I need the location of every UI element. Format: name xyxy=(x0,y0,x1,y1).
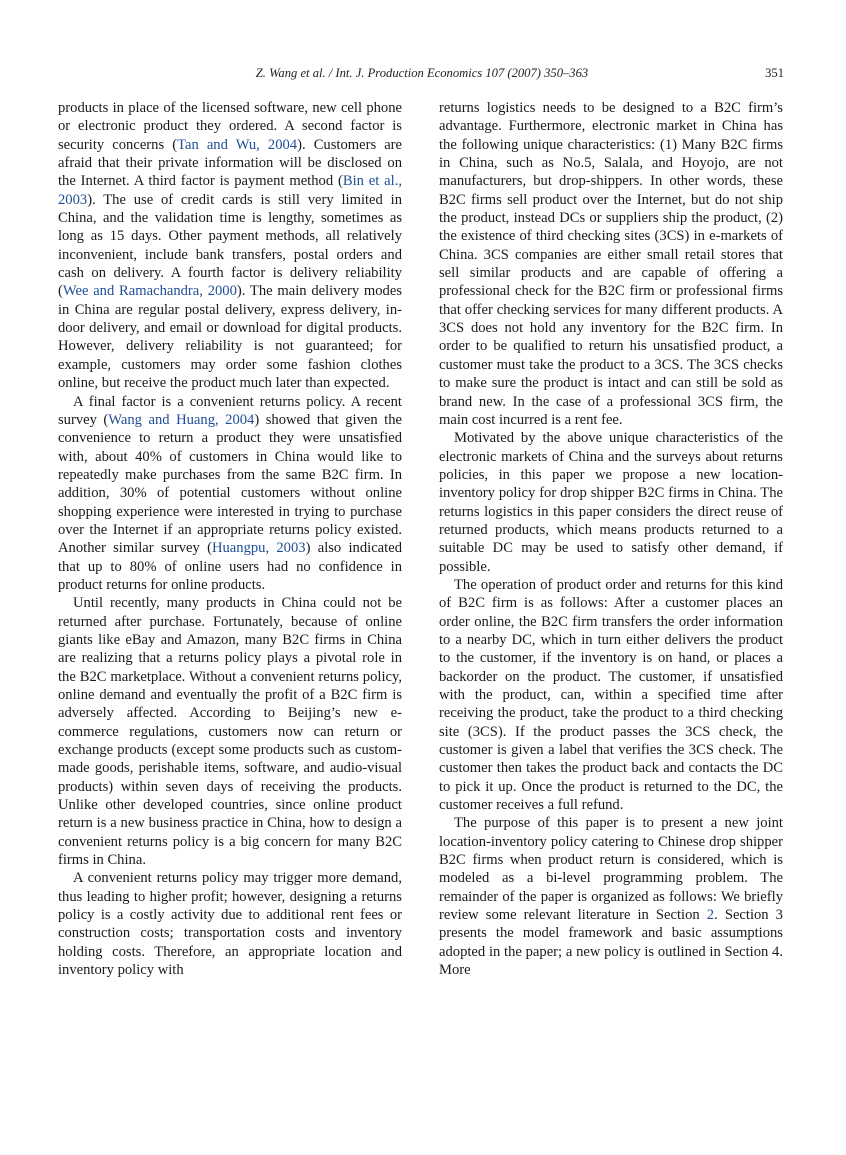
paragraph: The operation of product order and returns for this kind of B2C firm is as follows: After a customer places an order online, the B2C firm transfers the order information to a nearby DC, which in turn either delivers the product to the customer, if the inventory is on hand, or places a backorder on the product. The customer, if unsatisfied with the product, can, within a specified time after receiving the product, take the product to a third checking site (3CS). If the product passes the 3CS check, the customer is given a label that verifies the 3CS check. The customer then takes the product back and contacts the DC to pick it up. Once the product is returned to the DC, the customer receives a full refund. xyxy=(439,576,783,814)
text-run: ) showed that given the convenience to return a product they were unsatisfied with, about 40% of customers in China would like to repeatedly make purchases from the same B2C firm. In addition, 30% of potential customers without online shopping experience were interested in trying to purchase over the Internet if an appropriate returns policy existed. Another similar survey ( xyxy=(58,411,402,557)
running-header xyxy=(60,66,784,84)
left-column xyxy=(58,99,402,980)
text-run: A final factor is a convenient returns policy. A recent survey ( xyxy=(58,393,402,428)
citation-link[interactable]: Huangpu, 2003 xyxy=(211,540,306,557)
paragraph: Motivated by the above unique characteristics of the electronic markets of China and the surveys about returns policies, in this paper we propose a new location-inventory policy for drop shipper B2C firms in China. The returns logistics in this paper considers the direct reuse of returned products, which means products returned to a suitable DC may be used to satisfy other demand, if possible. xyxy=(439,430,783,575)
text-run: ). The use of credit cards is still very limited in China, and the validation time is lengthy, sometimes as long as 15 days. Other payment methods, all relatively inconvenient, include bank transfers, postal orders and cash on delivery. A fourth factor is delivery reliability ( xyxy=(58,191,402,300)
text-run: The purpose of this paper is to present a new joint location-inventory policy catering to Chinese drop shipper B2C firms when product return is considered, which is modeled as a bi-level programming problem. The remainder of the paper is organized as follows: We briefly review some relevant literature in Section xyxy=(439,815,783,924)
running-title: Z. Wang et al. / Int. J. Production Economics 107 (2007) 350–363 xyxy=(255,66,589,80)
citation-link[interactable]: Bin et al., 2003 xyxy=(58,173,402,208)
text-run: products in place of the licensed software, new cell phone or electronic product they ordered. A second factor is security concerns ( xyxy=(58,100,402,153)
paragraph xyxy=(439,814,783,979)
paragraph: Until recently, many products in China could not be returned after purchase. Fortunately, because of online giants like eBay and Amazon, many B2C firms in China are realizing that a returns policy plays a pivotal role in the B2C marketplace. Without a convenient returns policy, online demand and eventually the profit of a B2C firm is adversely affected. According to Beijing’s new e-commerce regulations, customers now can return or exchange products (except some products such as custom-made goods, perishable items, software, and audio-visual products) within seven days of receiving the products. Unlike other developed countries, since online product return is a new business practice in China, how to design a convenient returns policy is a big concern for many B2C firms in China. xyxy=(58,595,402,869)
citation-link[interactable]: Wang and Huang, 2004 xyxy=(108,411,255,428)
paragraph xyxy=(58,393,402,595)
text-run: ) also indicated that up to 80% of online users had no confidence in product returns for online products. xyxy=(58,540,402,593)
paragraph: A convenient returns policy may trigger more demand, thus leading to higher profit; however, designing a returns policy is a costly activity due to additional rent fees or construction costs; transportation costs and inventory holding costs. Therefore, an appropriate location and inventory policy with xyxy=(58,870,402,979)
text-run: ). The main delivery modes in China are regular postal delivery, express delivery, in-door delivery, and email or download for digital products. However, delivery reliability is not guaranteed; for example, customers may order some fashion clothes online, but receive the product much later than expected. xyxy=(58,283,403,392)
page-number: 351 xyxy=(765,66,784,80)
paragraph xyxy=(58,99,402,393)
paragraph: returns logistics needs to be designed to a B2C firm’s advantage. Furthermore, electronic market in China has the following unique characteristics: (1) Many B2C firms in China, such as No.5, Salala, and Hoyojo, are not manufacturers, but drop-shippers. In other words, these B2C firms sell product over the Internet, but do not ship the product, instead DCs or suppliers ship the product, (2) the existence of third checking sites (3CS) in e-markets of China. 3CS companies are either small retail stores that sell similar products and are capable of offering a professional check for the B2C firm or professional firms that offer checking services for many different products. A 3CS does not hold any inventory for the B2C firm. In order to be qualified to return his unsatisfied product, a customer must take the product to a 3CS. The 3CS checks to make sure the product is intact and can still be sold as brand new. In the case of a professional 3CS firm, the main cost incurred is a rent fee. xyxy=(439,100,783,428)
section-link[interactable]: 2 xyxy=(706,907,715,924)
text-run: . Section 3 presents the model framework and basic assumptions adopted in the paper; a new policy is outlined in Section 4. More xyxy=(439,907,783,979)
citation-link[interactable]: Wee and Ramachandra, 2000 xyxy=(62,283,237,300)
text-run: ). Customers are afraid that their private information will be disclosed on the Internet. A third factor is payment method ( xyxy=(58,136,403,190)
citation-link[interactable]: Tan and Wu, 2004 xyxy=(177,136,298,153)
right-column xyxy=(439,99,783,980)
